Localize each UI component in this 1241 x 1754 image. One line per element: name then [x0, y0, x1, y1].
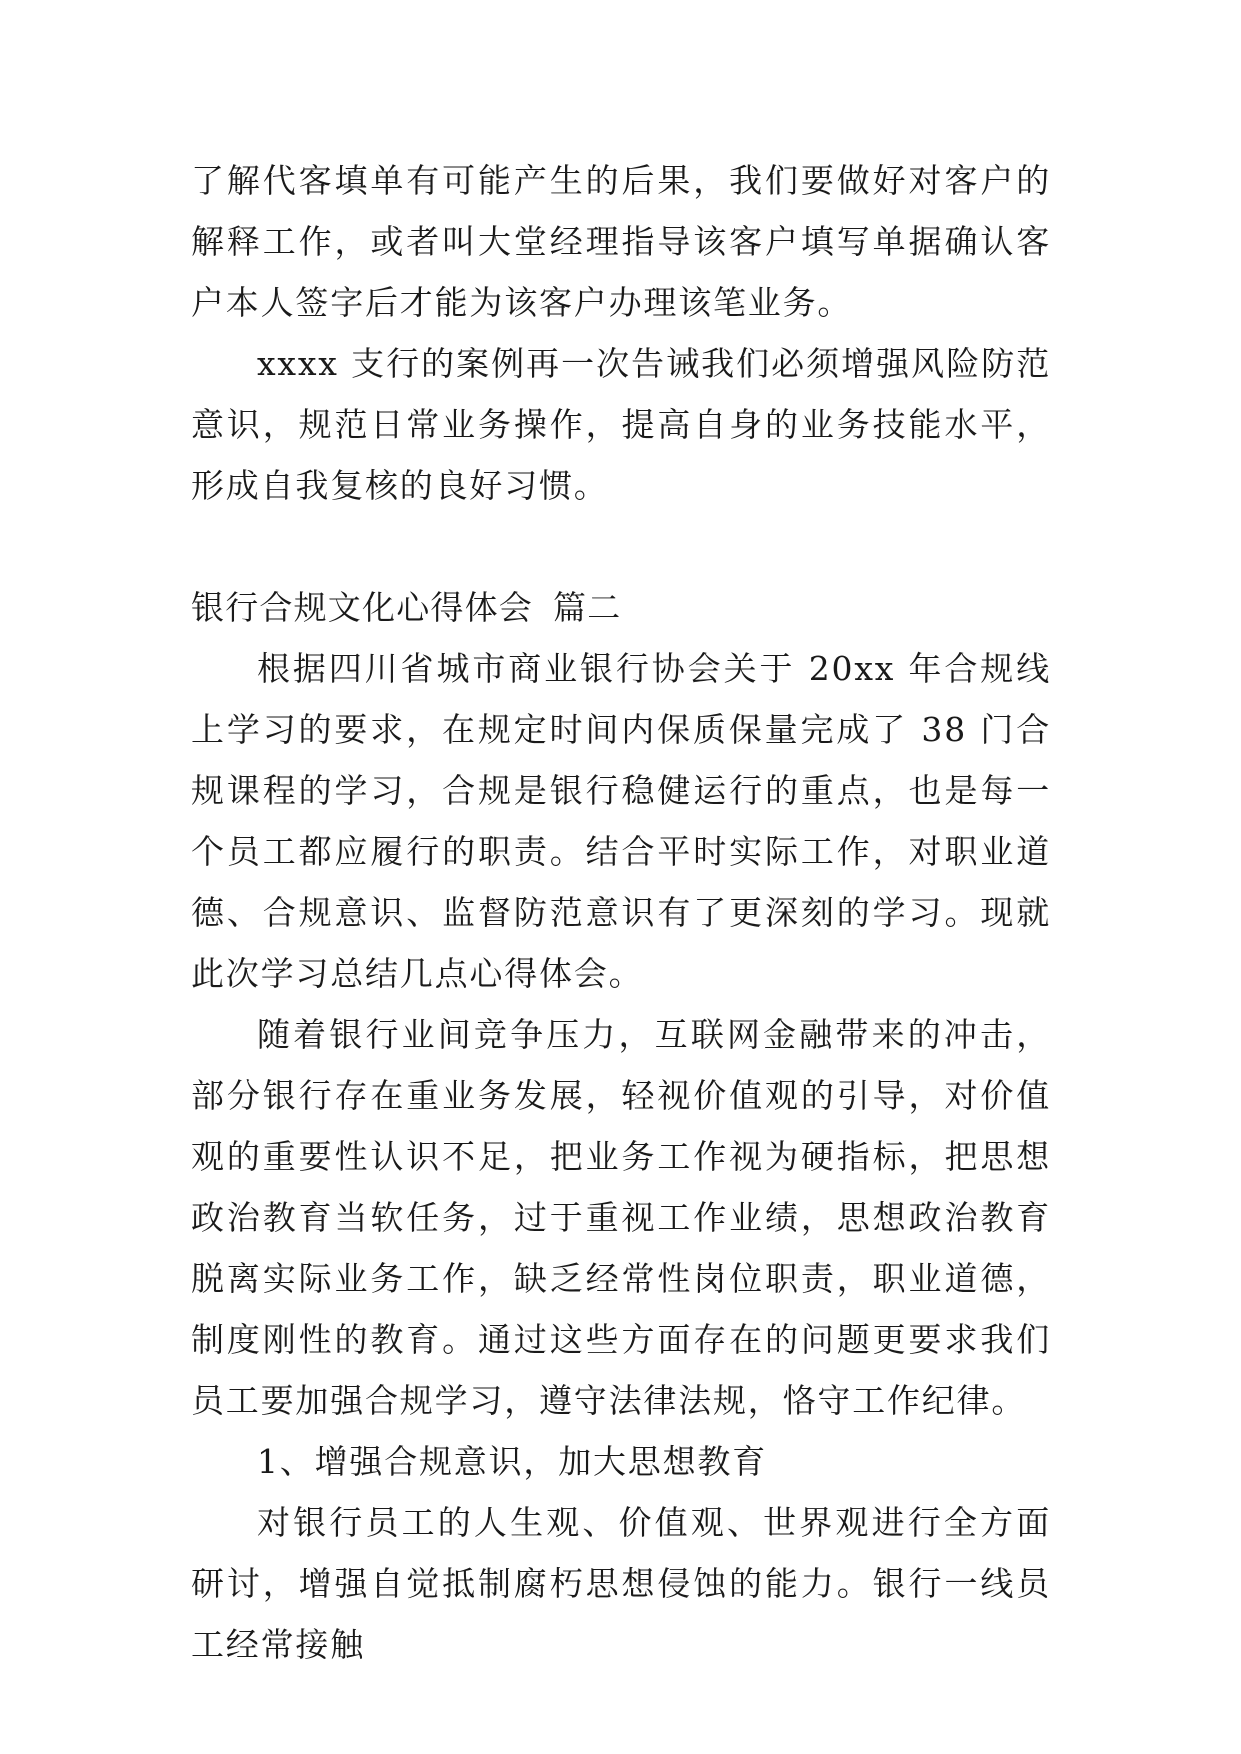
section-title: 银行合规文化心得体会	[191, 588, 533, 627]
section-part-label: 篇二	[553, 588, 622, 627]
paragraph-case-warning: xxxx 支行的案例再一次告诫我们必须增强风险防范意识，规范日常业务操作，提高自身的业务技能水平，形成自我复核的良好习惯。	[191, 344, 1051, 505]
paragraph-intro: 根据四川省城市商业银行协会关于 20xx 年合规线上学习的要求，在规定时间内保质保量完成了 38 门合规课程的学习，合规是银行稳健运行的重点，也是每一个员工都应履行的职责。结合平时实际工作，对职业道德、合规意识、监督防范意识有了更深刻的学习。现就此次学习总结几点心得体会。	[191, 649, 1051, 993]
paragraph-background: 随着银行业间竞争压力，互联网金融带来的冲击，部分银行存在重业务发展，轻视价值观的引导，对价值观的重要性认识不足，把业务工作视为硬指标，把思想政治教育当软任务，过于重视工作业绩，思想政治教育脱离实际业务工作，缺乏经常性岗位职责，职业道德，制度刚性的教育。通过这些方面存在的问题更要求我们员工要加强合规学习，遵守法律法规，恪守工作纪律。	[191, 1015, 1051, 1420]
paragraph-continuation: 了解代客填单有可能产生的后果，我们要做好对客户的解释工作，或者叫大堂经理指导该客户填写单据确认客户本人签字后才能为该客户办理该笔业务。	[191, 161, 1051, 322]
document-body	[191, 150, 1051, 1675]
section-heading	[191, 577, 1051, 638]
subheading-point-1: 1、增强合规意识，加大思想教育	[257, 1442, 767, 1481]
paragraph-point-1: 对银行员工的人生观、价值观、世界观进行全方面研讨，增强自觉抵制腐朽思想侵蚀的能力。银行一线员工经常接触	[191, 1503, 1051, 1664]
